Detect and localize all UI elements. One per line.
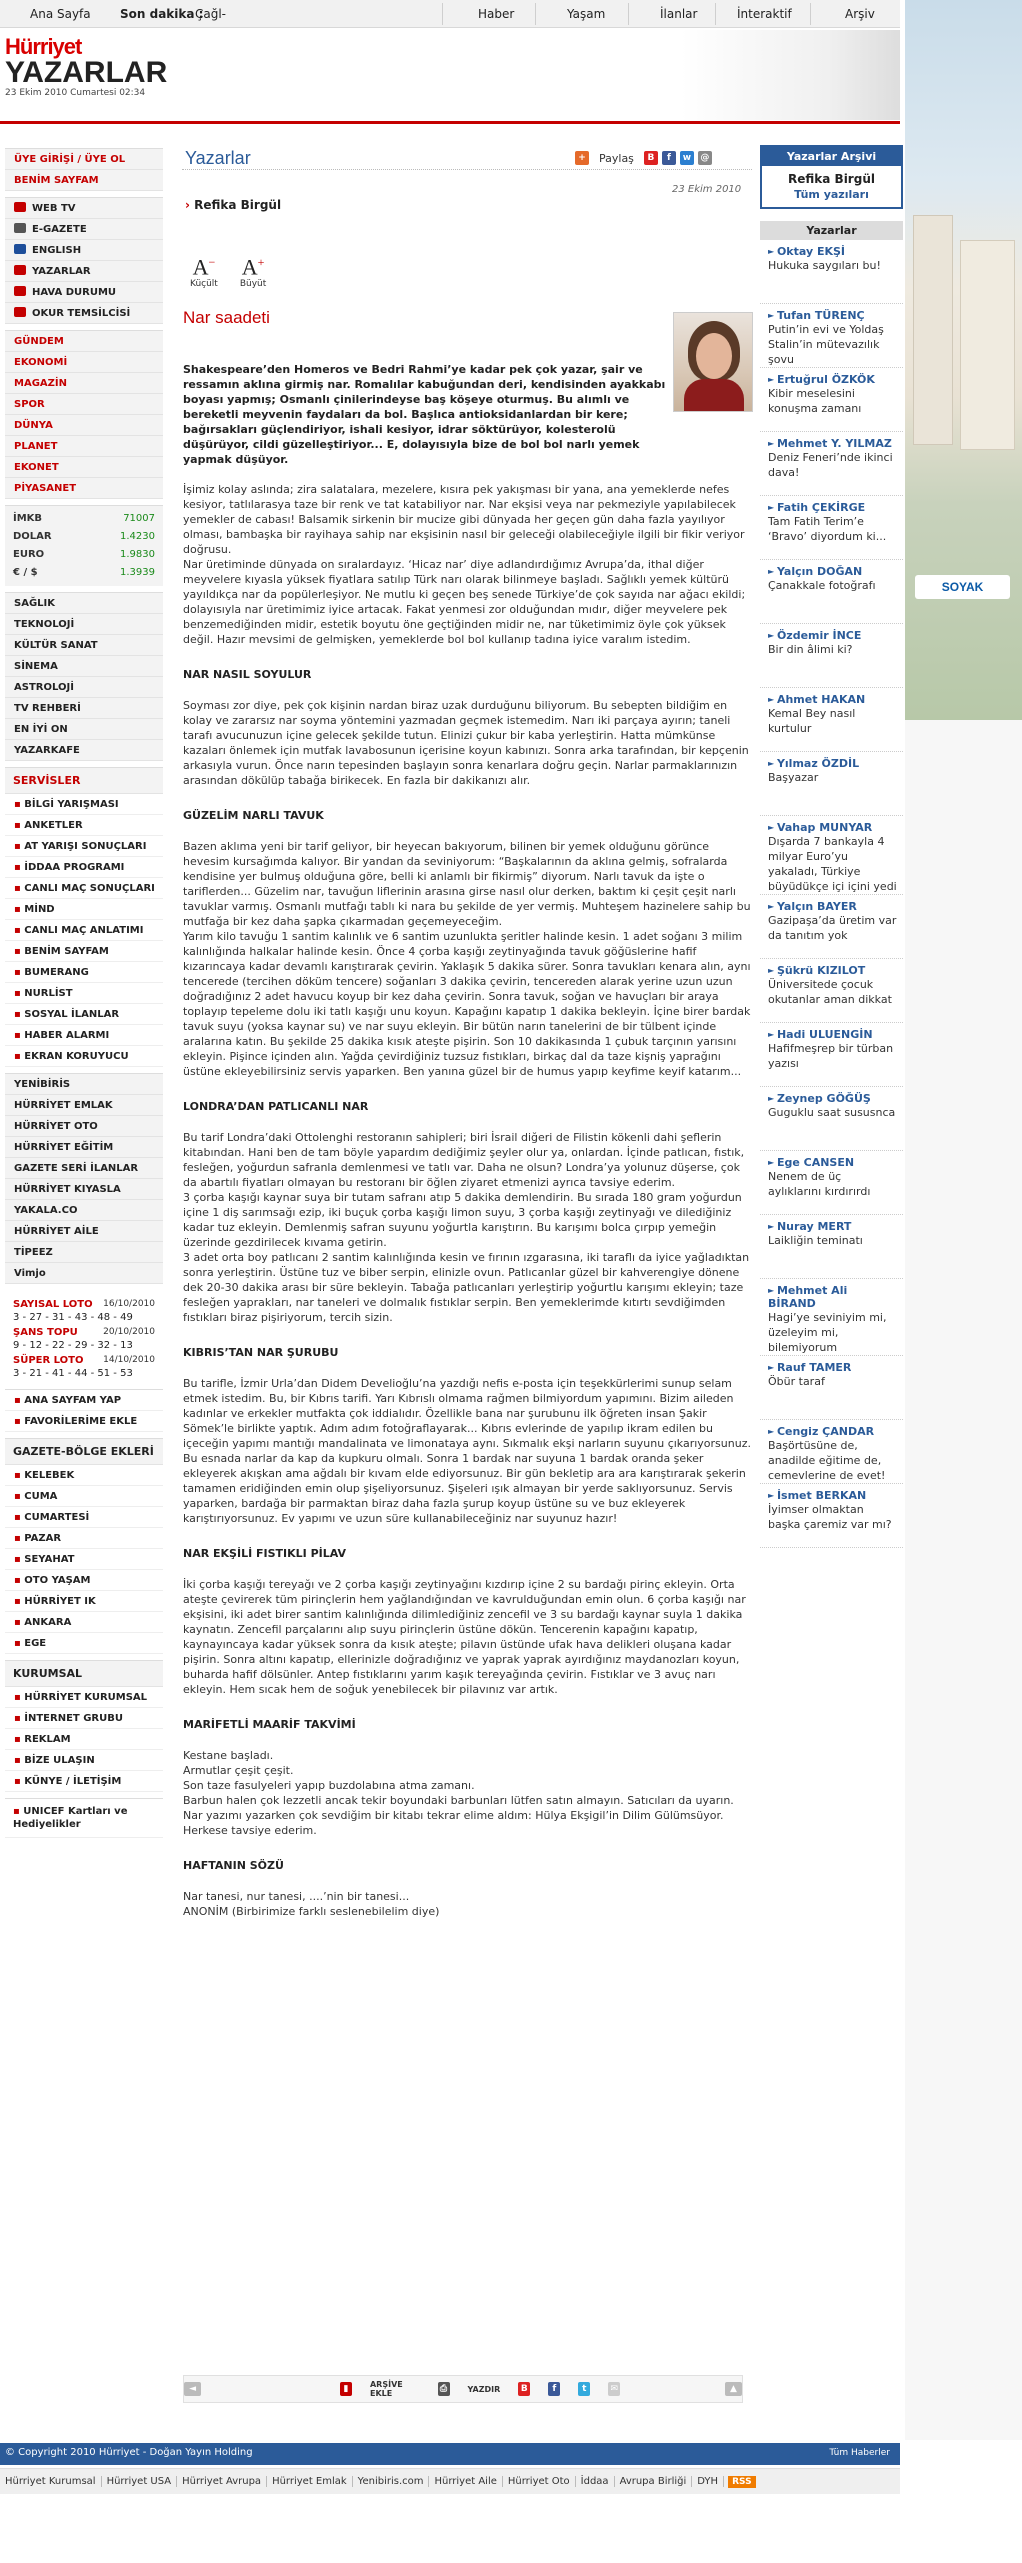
service-label: WEB TV <box>32 203 76 214</box>
market-value: 71007 <box>123 513 155 524</box>
article-date: 23 Ekim 2010 <box>672 184 742 195</box>
font-size-controls <box>190 250 266 289</box>
writer-item[interactable] <box>760 304 903 368</box>
article-body <box>183 362 753 1934</box>
facebook-icon[interactable]: f <box>662 151 676 165</box>
lottery-header[interactable] <box>13 1299 155 1310</box>
writer-item[interactable] <box>760 560 903 624</box>
writers-heading: Yazarlar <box>760 221 903 240</box>
footer-link-7[interactable]: İddaa <box>576 2476 615 2487</box>
lottery-numbers: 3 - 21 - 41 - 44 - 51 - 53 <box>13 1368 133 1379</box>
nav-link-sites-4[interactable]: GAZETE SERİ İLANLAR <box>5 1158 163 1179</box>
homepage-link-1[interactable]: ▪ FAVORİLERİME EKLE <box>5 1411 163 1432</box>
writer-item[interactable] <box>760 1087 903 1151</box>
regional-heading: GAZETE-BÖLGE EKLERİ <box>5 1439 163 1465</box>
regional-link-5[interactable]: ▪ OTO YAŞAM <box>5 1570 163 1591</box>
market-row <box>13 510 155 528</box>
service-item-11[interactable]: ▪ HABER ALARMI <box>5 1025 163 1046</box>
bottom-toolbar <box>183 2375 743 2403</box>
writer-item[interactable] <box>760 1215 903 1279</box>
market-row <box>13 546 155 564</box>
regional-link-0[interactable]: ▪ KELEBEK <box>5 1465 163 1486</box>
services-list <box>5 767 163 1067</box>
email-icon[interactable]: @ <box>698 151 712 165</box>
nav-link-sections-6[interactable]: EKONET <box>5 457 163 478</box>
writer-item[interactable] <box>760 895 903 959</box>
site-logo[interactable] <box>5 34 168 98</box>
paragraph: Nar tanesi, nur tanesi, ....’nin bir tanesi... ANONİM (Birbirimize farklı seslenebilelim diye) <box>183 1890 440 1918</box>
market-name: DOLAR <box>13 531 52 542</box>
writer-headline[interactable]: Öbür taraf <box>768 1375 825 1388</box>
print-button[interactable]: YAZDIR <box>467 2384 501 2394</box>
writer-name[interactable]: ► Vahap MUNYAR <box>768 821 897 834</box>
writer-name[interactable]: ► Özdemir İNCE <box>768 629 897 642</box>
writer-item[interactable] <box>760 1023 903 1087</box>
corporate-link-2[interactable]: ▪ REKLAM <box>5 1729 163 1750</box>
nav-link-sections2-2[interactable]: KÜLTÜR SANAT <box>5 635 163 656</box>
all-articles-link[interactable]: Tüm yazıları <box>794 188 869 201</box>
email-icon[interactable]: ✉ <box>608 2382 620 2396</box>
divider <box>535 3 536 25</box>
section-heading: HAFTANIN SÖZÜ <box>183 1859 284 1872</box>
newspaper-icon <box>14 223 26 233</box>
regional-link-3[interactable]: ▪ PAZAR <box>5 1528 163 1549</box>
writer-name[interactable]: ► Cengiz ÇANDAR <box>768 1425 897 1438</box>
paragraph: Bu tarifle, İzmir Urla’dan Didem Develioğlu’na yazdığı nefis e-posta için teşekkürlerimi sunup selam etmek istedim. Bu, bir Kıbrıs tarifi. Yarı Kıbrıslı olmama rağmen bilmiyordum yapımını. Bizim aileden kadınlar ve erkekler mutfakta çok iddialıdır. Özellikle bana nar şurubunu ilk öğreten insan Şakir Sömek’le birlikte yaptık. Adım adım fotoğraflayarak... Kıbrıs evlerinde de yapılıp ikram edilen bu içeceğin yapımı mantığı mandalinata ve limonataya aynı. Sıkmalık ekşi narların suyunu çıkarıyorsunuz. Bu esnada narlar da kap da kupkuru olmalı. Sonra 1 bardak nar suyuna 1 bardak oranda şeker ekleyerek akışkan ama ağdalı bir kıvam elde ediyorsunuz. Bir gün bekletip ara ara karıştırarak şekerin tamamen eridiğinden emin olup şişeliyorsunuz. Şişeleri ışık almayan bir yerde saklıyorsunuz. Servis yaparken, bardağa bir parmaktan biraz daha fazla şurup koyup üstüne su ve buz ekleyerek karıştırıyorsunuz. Ev yapımı ve uzun süre kullanabileceğiniz nar suyunuz hazır! <box>183 1377 751 1525</box>
lottery-date: 14/10/2010 <box>103 1355 155 1365</box>
writer-headline[interactable]: Tam Fatih Terim’e ‘Bravo’ diyordum ki... <box>768 515 887 543</box>
nav-link-sections2-6[interactable]: EN İYİ ON <box>5 719 163 740</box>
section-heading: LONDRA’DAN PATLICANLI NAR <box>183 1100 369 1113</box>
writer-item[interactable] <box>760 624 903 688</box>
share-bar <box>575 149 712 167</box>
writer-headline[interactable]: Hagi’ye seviniyim mi, üzeleyim mi, bilemiyorum <box>768 1311 887 1354</box>
nav-link-sites-9[interactable]: Vimjo <box>5 1263 163 1284</box>
writer-item[interactable] <box>760 368 903 432</box>
nav-link-sections2-0[interactable]: SAĞLIK <box>5 593 163 614</box>
paragraph: Kestane başladı. Armutlar çeşit çeşit. Son taze fasulyeleri yapıp buzdolabına atma zamanı. Barbun halen çok lezzetli ancak tekir boyundaki barbunları lütfen satın almayın. Satıcıları da uyarın. Nar yazımı yazarken çok sevdiğim bir kitabı tekrar elime aldım: Hülya Ekşigil’in Dilim Gülümsüyor. Herkese tavsiye ederim. <box>183 1749 734 1837</box>
regional-link-6[interactable]: ▪ HÜRRİYET IK <box>5 1591 163 1612</box>
divider <box>628 3 629 25</box>
nav-link-sections-1[interactable]: EKONOMİ <box>5 352 163 373</box>
service-link-3[interactable] <box>5 261 163 282</box>
copyright: © Copyright 2010 Hürriyet - Doğan Yayın Holding <box>5 2447 253 2458</box>
sites-box <box>5 1073 163 1284</box>
top-icon[interactable]: ▲ <box>725 2382 742 2396</box>
facebook-icon[interactable]: f <box>548 2382 560 2396</box>
lottery-name: SÜPER LOTO <box>13 1355 84 1366</box>
lottery-name: ŞANS TOPU <box>13 1327 78 1338</box>
right-sidebar <box>760 145 903 1548</box>
header-banner <box>170 30 900 120</box>
section-heading: GÜZELİM NARLI TAVUK <box>183 809 324 822</box>
writer-item[interactable] <box>760 816 903 895</box>
service-item-2[interactable]: ▪ AT YARIŞI SONUÇLARI <box>5 836 163 857</box>
breaking-news-link[interactable]: Çağl- <box>195 7 227 21</box>
font-smaller-button[interactable]: A− Küçült <box>190 254 218 290</box>
services-heading: SERVİSLER <box>5 768 163 794</box>
bs-icon[interactable]: B <box>518 2382 530 2396</box>
nav-link-sections2-1[interactable]: TEKNOLOJİ <box>5 614 163 635</box>
writer-headline[interactable]: Bir din âlimi ki? <box>768 643 853 656</box>
nav-ilanlar[interactable]: İlanlar <box>660 7 698 21</box>
bs-icon[interactable]: B <box>644 151 658 165</box>
market-row <box>13 528 155 546</box>
lottery-header[interactable] <box>13 1327 155 1338</box>
footer-bar <box>0 2443 900 2465</box>
breaking-label: Son dakika : <box>120 7 204 21</box>
lottery-numbers: 3 - 27 - 31 - 43 - 48 - 49 <box>13 1312 133 1323</box>
writer-item[interactable] <box>760 1420 903 1484</box>
writer-icon <box>14 265 26 275</box>
footer-links <box>0 2468 900 2494</box>
regional-link-7[interactable]: ▪ ANKARA <box>5 1612 163 1633</box>
writer-headline[interactable]: Hafifmeşrep bir türban yazısı <box>768 1042 894 1070</box>
writer-name[interactable]: ► Ahmet HAKAN <box>768 693 897 706</box>
market-value: 1.9830 <box>120 549 155 560</box>
writer-name[interactable]: ► Hadi ULUENGİN <box>768 1028 897 1041</box>
service-label: HAVA DURUMU <box>32 287 117 298</box>
regional-link-1[interactable]: ▪ CUMA <box>5 1486 163 1507</box>
nav-link-sites-6[interactable]: YAKALA.CO <box>5 1200 163 1221</box>
tv-icon <box>14 202 26 212</box>
font-bigger-label: Büyüt <box>239 279 267 290</box>
lottery-name: SAYISAL LOTO <box>13 1299 93 1310</box>
nav-link-sections2-4[interactable]: ASTROLOJİ <box>5 677 163 698</box>
writer-item[interactable] <box>760 959 903 1023</box>
writer-headline[interactable]: Laikliğin teminatı <box>768 1234 863 1247</box>
writer-item[interactable] <box>760 1151 903 1215</box>
service-item-6[interactable]: ▪ CANLI MAÇ ANLATIMI <box>5 920 163 941</box>
service-link-2[interactable] <box>5 240 163 261</box>
footer-link-1[interactable]: Hürriyet USA <box>102 2476 178 2487</box>
lottery-date: 20/10/2010 <box>103 1327 155 1337</box>
section-heading: KIBRIS’TAN NAR ŞURUBU <box>183 1346 339 1359</box>
service-link-1[interactable] <box>5 219 163 240</box>
nav-link-sites-5[interactable]: HÜRRİYET KIYASLA <box>5 1179 163 1200</box>
writer-headline[interactable]: Çanakkale fotoğrafı <box>768 579 876 592</box>
sections-box-2 <box>5 592 163 761</box>
footer-link-2[interactable]: Hürriyet Avrupa <box>177 2476 267 2487</box>
weather-icon <box>14 286 26 296</box>
writer-name[interactable]: ► Ertuğrul ÖZKÖK <box>768 373 897 386</box>
service-label: YAZARLAR <box>32 266 91 277</box>
all-news-link[interactable]: Tüm Haberler <box>829 2448 890 2458</box>
writer-name[interactable]: ► Yalçın BAYER <box>768 900 897 913</box>
writer-item[interactable] <box>760 1279 903 1356</box>
writer-name[interactable]: ► Mehmet Ali BİRAND <box>768 1284 897 1310</box>
market-name: EURO <box>13 549 45 560</box>
nav-link-sections-5[interactable]: PLANET <box>5 436 163 457</box>
homepage-link-0[interactable]: ▪ ANA SAYFAM YAP <box>5 1390 163 1411</box>
footer-link-4[interactable]: Yenibiris.com <box>353 2476 430 2487</box>
lottery-date: 16/10/2010 <box>103 1299 155 1309</box>
flag-icon <box>14 244 26 254</box>
regional-link-2[interactable]: ▪ CUMARTESİ <box>5 1507 163 1528</box>
lottery-header[interactable] <box>13 1355 155 1366</box>
back-icon[interactable]: ◄ <box>184 2382 201 2396</box>
paragraph: Soyması zor diye, pek çok kişinin nardan biraz uzak durduğunu biliyorum. Bu sebepten bildiğim en kolay ve zararsız nar soyma yöntemini yazmadan geçmek istemedim. Narı iki parçaya ayırın; taneli tarafı avucunuzun içine gelecek şekilde tutun. Elinizi çukur bir kaba yerleştirin. Hatta mümkünse kazaları önlemek için mutfak lavabosunun içerisine koyun kabınızı. Sonra arka tarafından, bir kepçenin arkasıyla vurun. Önce narın tepesinden başlayın sonra kenarlara doğru geçin. Narlar parmaklarınızın arasından dökülüp tabağa birikecek. En fazla bir dakikanızı alır. <box>183 699 749 787</box>
nav-link-sections-3[interactable]: SPOR <box>5 394 163 415</box>
ad-brand: SOYAK <box>915 575 1010 599</box>
section-name: YAZARLAR <box>5 56 168 89</box>
writer-item[interactable] <box>760 688 903 752</box>
nav-haber[interactable]: Haber <box>478 7 515 21</box>
writer-headline[interactable]: İyimser olmaktan başka çaremiz var mı? <box>768 1503 892 1531</box>
lottery-numbers: 9 - 12 - 22 - 29 - 32 - 13 <box>13 1340 133 1351</box>
writer-name[interactable]: ► Tufan TÜRENÇ <box>768 309 897 322</box>
article-title: Nar saadeti <box>183 308 270 327</box>
windows-icon[interactable]: w <box>680 151 694 165</box>
writer-name[interactable]: ► Nuray MERT <box>768 1220 897 1233</box>
writer-name[interactable]: ► Rauf TAMER <box>768 1361 897 1374</box>
my-page-link[interactable]: BENİM SAYFAM <box>5 170 163 191</box>
sections-box <box>5 330 163 499</box>
footer-link-9[interactable]: DYH <box>692 2476 724 2487</box>
writer-item[interactable] <box>760 496 903 560</box>
writer-headline[interactable]: Guguklu saat sususnca <box>768 1106 896 1119</box>
market-value: 1.3939 <box>120 567 155 578</box>
service-label: ENGLISH <box>32 245 82 256</box>
service-label: OKUR TEMSİLCİSİ <box>32 308 131 319</box>
regional-box <box>5 1438 163 1654</box>
current-date: 23 Ekim 2010 Cumartesi 02:34 <box>5 88 146 98</box>
market-value: 1.4230 <box>120 531 155 542</box>
nav-link-sites-1[interactable]: HÜRRİYET EMLAK <box>5 1095 163 1116</box>
nav-link-sections-7[interactable]: PİYASANET <box>5 478 163 499</box>
paragraph: Bazen aklıma yeni bir tarif geliyor, bir heyecan bakıyorum, bilinen bir yemek olduğunu görünce hevesim kursağımda kalıyor. Bir yandan da seviniyorum: “Başkalarının da aklına gelmiş, sofralarda kendisine yer bulmuş olduğuna göre, belli ki anlamlı bir fikirmiş” diyorum. Narlı tavuk da işte o tariflerden... Güzelim nar, tavuğun liflerinin arasına girse nasıl olur derken, baktım ki çeşit çeşit narlı tavuklar varmış. Osmanlı mutfağı tablı ki nara bu şekilde de yer vermiş. Muhteşem hazinelere sahip bu mutfağa bir kez daha şapka çıkarmadan geçemeyeceğim. Yarım kilo tavuğu 1 santim kalınlık ve 6 santim uzunlukta şeritler halinde kesin. 1 adet soğanı 3 milim kalınlığında halkalar halinde kesin. Önce 4 çorba kaşığı zeytinyağında tavuk göğüslerine hafif kızarıncaya kadar devamlı karıştırarak çevirin. Yaklaşık 5 dakika sürer. Sonra tavukları kenara alın, aynı tencerede (tercihen döküm tencere) soğanları 3 dakika çevirin, tencereden alarak yerine uzun uzun doğradığınız 2 adet havucu koyup bir kez daha çevirin. Sonra tavuk, soğan ve havuçları bir araya toplayıp tepeleme dolu iki tatlı kaşığı unu koyun. Kapağını kapatıp 1 dakika bekleyin. İçine birer bardak tavuk suyu (yoksa kaynar su) ve nar suyu ekleyin. Bir bütün narın tanelerini de bir tülbent içinde aralarına katın. Bu şekilde 25 dakika kısık ateşte pişirin. Son 10 dakikasında 1 çubuk tarçının yarısını ekleyin. Pişince içinden alın. Yağda çevirdiğiniz tuzsuz fıstıkları, birkaç dal da taze kişniş yaprağını üstüne ekleyebilirsiniz servis yaparken. Ben yanına güzel bir de humus yapıp keyfime keyif katarım... <box>183 840 751 1078</box>
writer-name[interactable]: ► Şükrü KIZILOT <box>768 964 897 977</box>
unicef-link[interactable]: ▪ UNICEF Kartları ve Hediyelikler <box>5 1799 163 1838</box>
writer-name[interactable]: ► Oktay EKŞİ <box>768 245 897 258</box>
section-heading: MARİFETLİ MAARİF TAKVİMİ <box>183 1718 356 1731</box>
corporate-link-0[interactable]: ▪ HÜRRİYET KURUMSAL <box>5 1687 163 1708</box>
login-link[interactable]: ÜYE GİRİŞİ / ÜYE OL <box>5 149 163 170</box>
writer-name[interactable]: ► Mehmet Y. YILMAZ <box>768 437 897 450</box>
font-bigger-button[interactable]: A+ Büyüt <box>239 254 267 290</box>
writer-name[interactable]: ► Yılmaz ÖZDİL <box>768 757 897 770</box>
writer-headline[interactable]: Putin’in evi ve Yoldaş Stalin’in mütevazılık şovu <box>768 323 884 366</box>
footer-link-5[interactable]: Hürriyet Aile <box>429 2476 502 2487</box>
nav-link-sections2-5[interactable]: TV REHBERİ <box>5 698 163 719</box>
market-row <box>13 564 155 582</box>
brand-name: Hürriyet <box>5 34 82 59</box>
writer-headline[interactable]: Nenem de üç aylıklarını kırdırırdı <box>768 1170 871 1198</box>
service-item-0[interactable]: ▪ BİLGİ YARIŞMASI <box>5 794 163 815</box>
services-box <box>5 197 163 324</box>
lottery-box <box>5 1290 163 1389</box>
article-lead: Shakespeare’den Homeros ve Bedri Rahmi’ye kadar pek çok yazar, şair ve ressamın aklına girmiş nar. Romalılar kabuğundan deri, kendisinden ayakkabı boyası yapmış; Osmanlı çinilerindeyse baş köşeye oturmuş. Bu alımlı ve bereketli meyvenin faydaları da bol. Başlıca antioksidanlardan bir kere; bağırsakları güçlendiriyor, ishali kesiyor, idrar söktürüyor, kolesterolü düşürüyor, cildi güzelleştiriyor... E, dolayısıyla bize de bol bol narlı yemek yapmak düşüyor. <box>183 363 666 466</box>
login-box <box>5 148 163 191</box>
writer-headline[interactable]: Başörtüsüne de, anadilde eğitime de, cemevlerine de evet! <box>768 1439 886 1482</box>
divider <box>810 3 811 25</box>
nav-interaktif[interactable]: İnteraktif <box>737 7 792 21</box>
service-link-0[interactable] <box>5 198 163 219</box>
nav-link-sites-0[interactable]: YENİBİRİS <box>5 1074 163 1095</box>
archive-author[interactable]: Refika Birgül <box>788 172 875 186</box>
header-divider <box>0 121 900 124</box>
pen-icon <box>14 307 26 317</box>
paragraph: İşimiz kolay aslında; zira salatalara, mezelere, kısıra pek yakışması bir yana, ana yemeklerde nefes kesiyor, tatlılarasya taze bir renk ve tat katabiliyor nar. Nar ekşisi veya nar pekmeziyle yapılabilecek yemekler de cabası! Balsamik sirkenin bir mucize gibi dünyada her geçen gün daha fazla yayılıyor olması, bambaşka bir rayihaya sahip nar ekşisinin nasıl bir geleceği olabileceğiyle ilgili bir fikir veriyor doğrusu. Nar üretiminde dünyada on sıralardayız. ‘Hicaz nar’ diye adlandırdığımız Avrupa’da, ithal diğer meyvelere kıyasla yüksek fiyatlara satılıp Türk narı olarak bilinmeye başladı. Sağlıklı yemek kültürü yayıldıkça nar da popülerleşiyor. Ne mutlu ki geçen beş senede Türkiye’de çok sayıda nar ağacı ekildi; dolayısıyla nar üretimimiz iyice artacak. Fakat yenmesi zor olduğundan mıdır, diğer meyvelere pek benzemediğinden midir, estetik boyutu öne geçtiğinden midir ne, nar tüketimimiz öyle çok yüksek değil. Hazır mevsimi de gelmişken, yemeklerde bol bol kullanıp tadına iyice varalım istedim. <box>183 483 746 646</box>
service-item-3[interactable]: ▪ İDDAA PROGRAMI <box>5 857 163 878</box>
corporate-link-3[interactable]: ▪ BİZE ULAŞIN <box>5 1750 163 1771</box>
nav-link-sections-2[interactable]: MAGAZİN <box>5 373 163 394</box>
footer-link-3[interactable]: Hürriyet Emlak <box>267 2476 353 2487</box>
corporate-link-4[interactable]: ▪ KÜNYE / İLETİŞİM <box>5 1771 163 1792</box>
divider <box>442 3 443 25</box>
writer-name[interactable]: ► Zeynep GÖĞÜŞ <box>768 1092 897 1105</box>
share-label[interactable]: Paylaş <box>599 151 634 165</box>
service-item-7[interactable]: ▪ BENİM SAYFAM <box>5 941 163 962</box>
archive-button[interactable]: ARŞİVE EKLE <box>369 2380 403 2398</box>
writer-headline[interactable]: Üniversitede çocuk okutanlar aman dikkat <box>768 978 892 1006</box>
twitter-icon[interactable]: t <box>578 2382 590 2396</box>
archive-icon: ▮ <box>340 2382 352 2396</box>
writer-item[interactable] <box>760 752 903 816</box>
rss-icon[interactable]: RSS <box>728 2476 756 2488</box>
advertisement[interactable] <box>905 0 1022 2440</box>
writer-name[interactable]: ► Fatih ÇEKİRGE <box>768 501 897 514</box>
writer-headline[interactable]: Dışarda 7 bankayla 4 milyar Euro’yu yakaladı, Türkiye büyüdükçe içi içini yedi <box>768 835 897 893</box>
writer-headline[interactable]: Gazipaşa’da üretim var da tanıtım yok <box>768 914 897 942</box>
home-link[interactable]: Ana Sayfa <box>30 7 91 21</box>
service-item-10[interactable]: ▪ SOSYAL İLANLAR <box>5 1004 163 1025</box>
regional-link-8[interactable]: ▪ EGE <box>5 1633 163 1654</box>
writer-item[interactable] <box>760 240 903 304</box>
market-name: İMKB <box>13 513 43 524</box>
corporate-heading: KURUMSAL <box>5 1661 163 1687</box>
writer-item[interactable] <box>760 432 903 496</box>
writer-headline[interactable]: Kibir meselesini konuşma zamanı <box>768 387 862 415</box>
writer-item[interactable] <box>760 1484 903 1548</box>
service-item-1[interactable]: ▪ ANKETLER <box>5 815 163 836</box>
nav-link-sites-8[interactable]: TİPEEZ <box>5 1242 163 1263</box>
nav-link-sites-2[interactable]: HÜRRİYET OTO <box>5 1116 163 1137</box>
corporate-link-1[interactable]: ▪ İNTERNET GRUBU <box>5 1708 163 1729</box>
section-heading: NAR NASIL SOYULUR <box>183 668 312 681</box>
left-sidebar <box>5 148 163 1844</box>
section-title: Yazarlar <box>185 148 251 168</box>
service-item-12[interactable]: ▪ EKRAN KORUYUCU <box>5 1046 163 1067</box>
footer-link-8[interactable]: Avrupa Birliği <box>615 2476 693 2487</box>
service-link-4[interactable] <box>5 282 163 303</box>
paragraph: İki çorba kaşığı tereyağı ve 2 çorba kaşığı zeytinyağını kızdırıp içine 2 su bardağı pirinç ekleyin. Orta ateşte çevirerek tüm pirinçlerin hem yağlandığından ve kavrulduğundan emin olun. 6 çorba kaşığı nar ekşisini, iki adet birer santim kalınlığında dilimlediğiniz zencefil ve 3 su bardağı kaynar suyla 1 dakika kaynatın. Zencefil parçalarını alıp suyu pirinçlerin üstüne dökün. Tencerenin kapağını kapatıp, kaynayıncaya kadar yüksek sonra da kısık ateşte; pilavın üstünde ufak hava delikleri oluşana kadar pişirin. Sonra altını kapatıp, ellerinizle doğradığınız ve yaprak yaprak ayırdığınız maydanozları koyun, buharda hafif dölsünler. Antep fıstıklarını yarım kaşık tereyağında çevirin. Fıstıklar ve 3 avuç narı ekleyin. Hem sıcak hem de soğuk yenebilecek bir pilavınız var artık. <box>183 1578 746 1696</box>
homepage-box <box>5 1389 163 1432</box>
author-link[interactable]: › Refika Birgül <box>185 198 282 212</box>
footer-link-6[interactable]: Hürriyet Oto <box>503 2476 576 2487</box>
nav-yasam[interactable]: Yaşam <box>567 7 606 21</box>
nav-link-sites-3[interactable]: HÜRRİYET EĞİTİM <box>5 1137 163 1158</box>
font-smaller-label: Küçült <box>190 279 218 290</box>
service-link-5[interactable] <box>5 303 163 324</box>
nav-arsiv[interactable]: Arşiv <box>845 7 875 21</box>
archive-box <box>760 145 903 209</box>
nav-link-sections2-3[interactable]: SİNEMA <box>5 656 163 677</box>
service-label: E-GAZETE <box>32 224 87 235</box>
nav-link-sections2-7[interactable]: YAZARKAFE <box>5 740 163 761</box>
nav-link-sections-0[interactable]: GÜNDEM <box>5 331 163 352</box>
divider <box>715 3 716 25</box>
archive-heading: Yazarlar Arşivi <box>762 147 901 166</box>
service-item-4[interactable]: ▪ CANLI MAÇ SONUÇLARI <box>5 878 163 899</box>
regional-link-4[interactable]: ▪ SEYAHAT <box>5 1549 163 1570</box>
nav-link-sections-4[interactable]: DÜNYA <box>5 415 163 436</box>
writer-name[interactable]: ► Yalçın DOĞAN <box>768 565 897 578</box>
section-heading: NAR EKŞİLİ FISTIKLI PİLAV <box>183 1547 347 1560</box>
paragraph: Bu tarif Londra’daki Ottolenghi restoranın sahipleri; biri İsrail diğeri de Filistin kökenli dahi şeflerin kitabından. Hani ben de tam böyle yapardım dediğimiz şeyler olur ya, onlardan. İçinde patlıcan, fıstık, fesleğen, yoğurdun safranla demlenmesi ve tatlı var. Daha ne olsun? Londra’ya yolunuz düşerse, çok da abartılı fiyatları olmayan bu restoranı bir öğlen ziyaret etmenizi ayrıca tavsiye ederim. 3 çorba kaşığı kaynar suya bir tutam safranı atıp 5 dakika demlendirin. Bu sırada 180 gram yoğurdun içine 1 diş sarımsağı ezip, iki buçuk çorba kaşığı limon suyu, 3 çorba kaşığı zeytinyağı ve dilediğiniz kadar tuz ekleyin. Demlenmiş safran suyunu yoğurtla karıştırın. Bu karışımı bolca çırpıp yemeğin üzerinde gezdirilecek kıvama getirin. 3 adet orta boy patlıcanı 2 santim kalınlığında kesin ve fırının ızgarasına, iki taraflı da iyice yağladıktan sonra yerleştirin. Üstüne tuz ve biber serpin, elinizle ovun. Patlıcanlar güzel bir kahverengiye dönene dek 20-30 dakika arası bir süre bekleyin. Tabağa patlıcanları yerleştirip yoğurtlu karışımı ekleyin; taze fesleğen yaprakları, nar taneleri ve dolmalık fıstıklar serpin. Ben yemeklerimde kıtırtı sevdiğimden fıstıkları biraz pişiriyorum, tercih sizin. <box>183 1131 750 1324</box>
nav-link-sites-7[interactable]: HÜRRİYET AİLE <box>5 1221 163 1242</box>
writer-headline[interactable]: Deniz Feneri’nde ikinci dava! <box>768 451 893 479</box>
top-bar <box>0 0 900 28</box>
print-icon: ⎙ <box>438 2382 450 2396</box>
service-item-9[interactable]: ▪ NURLİST <box>5 983 163 1004</box>
plus-icon[interactable]: + <box>575 151 589 165</box>
service-item-5[interactable]: ▪ MİND <box>5 899 163 920</box>
writer-headline[interactable]: Başyazar <box>768 771 819 784</box>
market-name: € / $ <box>13 567 38 578</box>
unicef-box <box>5 1798 163 1838</box>
market-box <box>5 505 163 586</box>
author-name: Refika Birgül <box>194 198 282 212</box>
writer-name[interactable]: ► Ege CANSEN <box>768 1156 897 1169</box>
writer-headline[interactable]: Hukuka saygıları bu! <box>768 259 881 272</box>
corporate-box <box>5 1660 163 1792</box>
writer-name[interactable]: ► İsmet BERKAN <box>768 1489 897 1502</box>
service-item-8[interactable]: ▪ BUMERANG <box>5 962 163 983</box>
writer-headline[interactable]: Kemal Bey nasıl kurtulur <box>768 707 856 735</box>
writer-item[interactable] <box>760 1356 903 1420</box>
footer-link-0[interactable]: Hürriyet Kurumsal <box>0 2476 102 2487</box>
